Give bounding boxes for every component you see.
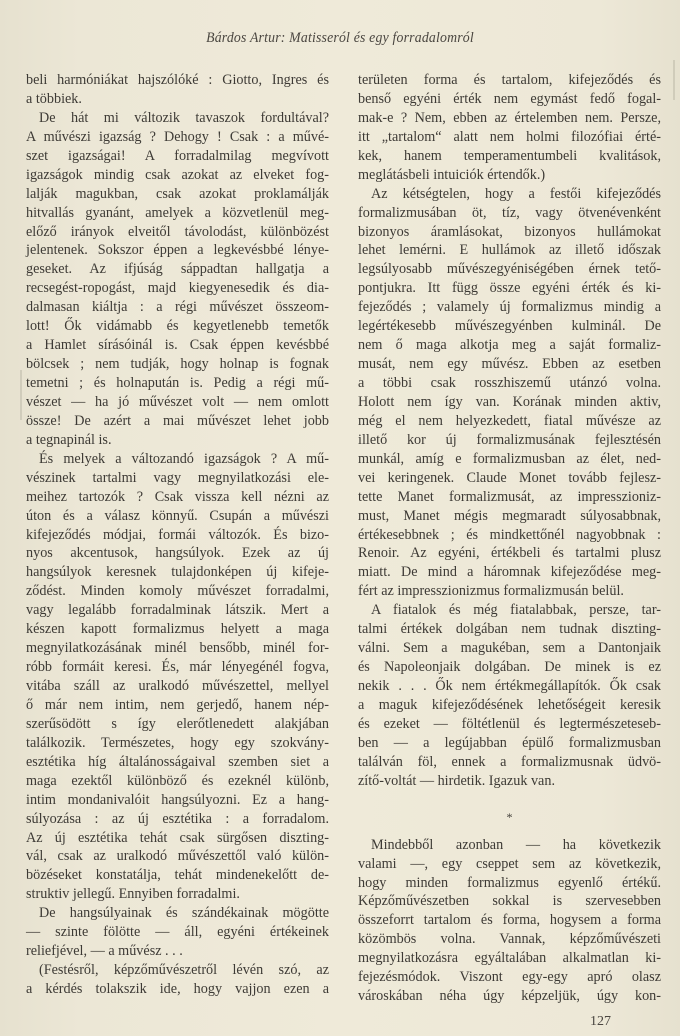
text-line: legsúlyosabb művészegyéniségében érnek tető-: [358, 261, 661, 278]
text-line: úton és a válasz könnyű. Csupán a művészi: [26, 507, 329, 524]
text-line: must, Manet mégis megmaradt súlyosabbnak,: [358, 507, 661, 524]
text-line: miatt. De mind a háromnak kifejeződése meg-: [358, 564, 661, 581]
text-line: benső egyéni érték nem egymást fedő fogal-: [358, 90, 661, 107]
text-line: temetni ; és holnapután is. Pedig a régi mű-: [26, 375, 329, 391]
text-line: városkában néha úgy képzeljük, úgy kon-: [358, 988, 661, 1005]
text-line: megnyilatkozásra egyáltalában alkalmatlan ki-: [358, 950, 661, 967]
text-line: vészinek tartalmi vagy megnyilatkozási ele-: [26, 469, 329, 486]
text-line: És melyek a változandó igazságok ? A mű-: [39, 450, 329, 467]
text-line: zítő-voltát — hirdetik. Igazuk van.: [358, 772, 555, 789]
text-line: nem ő maga alkotja meg a saját formaliz-: [358, 337, 661, 354]
text-line: De hangsúlyainak és szándékainak mögötte: [39, 905, 329, 922]
text-line: intim mondanivalóit hangsúlyozni. Ez a hang-: [26, 791, 329, 808]
text-line: megnyilatkozásának minél bensőbb, minél for-: [26, 640, 329, 657]
section-separator: *: [506, 809, 513, 824]
text-line: Az új esztétika tehát csak sürgősen diszting-: [26, 829, 329, 846]
text-line: Az kétségtelen, hogy a festői kifejeződés: [371, 185, 661, 202]
text-line: még el nem helyezkedett, fiatal művésze az: [358, 412, 661, 429]
text-line: értékesebbnek ; és mindkettőnél nagyobbnak :: [358, 526, 661, 543]
text-line: meihez tartozók ? Csak vissza kell nézni az: [26, 488, 329, 505]
text-line: — szinte fölötte — áll, egyéni értékeinek: [26, 924, 329, 941]
text-line: a Hamlet sírásóinál is. Csak éppen kevésbbé: [26, 337, 329, 354]
text-line: előző irányok elveitől távolodást, különbözést: [26, 223, 329, 240]
text-line: meglátásbeli intuiciók értendők.): [358, 166, 546, 183]
text-line: maga ezektől különböző és ezeknél különb,: [26, 772, 329, 789]
text-line: Holott nem így van. Korának minden aktiv,: [358, 393, 661, 410]
text-line: fért az impresszionizmus formalizmusán belül.: [358, 583, 624, 600]
text-line: ben — a legújabban épülő formalizmusban: [358, 734, 661, 751]
text-line: súlyozása : az új esztétika : a forradalom.: [26, 810, 329, 827]
text-line: a tegnapinál is.: [26, 431, 112, 448]
text-line: recsegést-ropogást, majd kiegyenesedik és dia-: [26, 280, 329, 297]
text-line: hitvallás gyanánt, amelyek a közvetlenül meg-: [26, 204, 329, 221]
text-line: ő már nem intim, nem gerjedő, hanem nép-: [26, 696, 329, 713]
text-line: kek, hanem temperamentumbeli kvalitások,: [358, 147, 661, 164]
text-line: és Napoleonjaik dolgában. De minek is ez: [358, 659, 661, 676]
text-line: lalják magukban, csak azokat proklamálják: [26, 185, 329, 202]
text-line: esztétika híg általánosságaival szemben siet a: [26, 753, 329, 770]
text-line: hangsúlyok keresnek tulajdonképen új kifeje-: [26, 564, 329, 581]
text-line: kifejeződés módjai, formái változók. És bizo-: [26, 526, 329, 543]
text-line: területen forma és tartalom, kifejeződés és: [358, 72, 661, 88]
text-line: készen kapott formalizmus helyett a maga: [26, 621, 329, 638]
text-line: szerűsödött s így elerőtlenedett alakjában: [26, 715, 329, 732]
text-line: szet igazságai! A forradalmilag megvívott: [26, 147, 329, 164]
text-line: dalmasan kiáltja : a régi művészet összeom-: [26, 299, 329, 316]
text-line: vészet — ha jó művészet volt — nem omlott: [26, 393, 329, 410]
text-line: vitába száll az uralkodó művészettel, mellyel: [26, 678, 329, 694]
text-line: De hát mi változik tavaszok fordultával?: [39, 109, 329, 126]
text-line: valami —, egy cseppet sem az következik,: [358, 855, 661, 872]
left-column: [26, 71, 329, 999]
text-line: struktiv jellegű. Ennyiben forradalmi.: [26, 886, 240, 903]
text-line: közömbös volna. Vannak, képzőművészeti: [358, 931, 661, 948]
text-line: bölcsek ; nem tudják, hogy holnap is fognak: [26, 356, 329, 373]
text-line: lehet lemérni. E hullámok az illető időszak: [358, 242, 661, 259]
text-line: össze! De azért a mai művészet lehet jobb: [26, 412, 329, 429]
text-line: bözéseket konstatálja, tehát mindenekelőtt de-: [26, 867, 329, 884]
page-crease-right: [673, 60, 675, 100]
text-line: igazságok mindig csak azokat az elveket fog-: [26, 166, 329, 183]
text-line: és ezeket — föltétlenül és legtermészeteseb-: [358, 715, 661, 732]
text-line: (Festésről, képzőművészetről lévén szó, az: [39, 962, 329, 979]
text-line: jelentenek. Sokszor éppen a legkevésbbé lénye-: [26, 242, 329, 259]
text-line: válni. Sem a magukéban, sem a Dantonjaik: [358, 640, 661, 657]
text-line: róbb formáit keresi. És, már lényegénél fogva,: [26, 659, 329, 676]
text-line: legértékesebb művészegyénben kulminál. De: [358, 318, 661, 335]
right-column: [358, 71, 661, 1006]
text-line: vei keringenek. Claude Monet tovább fejlesz-: [358, 469, 661, 486]
text-line: találkozik. Természetes, hogy egy szokvány-: [26, 734, 329, 751]
text-line: a többiek.: [26, 90, 82, 107]
text-line: Renoir. Az egyéni, értékbeli és tartalmi plusz: [358, 545, 661, 562]
text-line: Mindebből azonban — ha következik: [371, 836, 661, 853]
text-line: itt „tartalom“ alatt nem holmi filozófiai érté-: [358, 128, 661, 145]
text-line: vagy legalább forradalminak látszik. Mert a: [26, 602, 329, 619]
text-line: Képzőművészetben sokkal is szervesebben: [358, 893, 661, 910]
text-line: nyos akcentusok, hangsúlyok. Ezek az új: [26, 545, 329, 562]
text-line: vál, csak az uralkodó művészettől való külön-: [26, 848, 329, 865]
text-line: lott! Ők vidámabb és kegyetlenebb temetők: [26, 318, 329, 335]
text-line: geseket. Az ifjúság sáppadtan hallgatja a: [26, 261, 329, 278]
text-line: munkál, amíg e formalizmusban az élet, ned-: [358, 450, 661, 467]
text-line: bizonyos áramlásokat, bizonyos hullámokat: [358, 223, 661, 240]
text-line: musát, nem egy művész. Ebben az esetben: [358, 356, 661, 373]
text-line: nekik . . . Ők nem értékmegállapítók. Ők csak: [358, 678, 661, 694]
text-line: A fiatalok és még fiatalabbak, persze, tar-: [371, 602, 661, 619]
text-line: hogy minden formalizmus egyenlő értékű.: [358, 874, 661, 891]
text-line: talmi értékek dolgában nem tudnak diszting-: [358, 621, 661, 638]
text-line: a többi csak rosszhiszemű utánzó volna.: [358, 375, 661, 391]
page-number: 127: [590, 1014, 611, 1029]
text-line: a kérdés tolakszik ide, hogy vajjon ezen a: [26, 981, 329, 997]
text-line: ződést. Minden komoly művészet forradalmi,: [26, 583, 329, 600]
text-line: illető kor új formalizmusának fejlesztésén: [358, 431, 661, 448]
text-line: tette Manet formalizmusát, az impresszioniz-: [358, 488, 661, 505]
text-line: pontjukra. Itt függ össze egyéni érték és ki-: [358, 280, 661, 297]
text-line: a maguk kifejeződésének lehetőségeit keresik: [358, 696, 661, 713]
text-line: beli harmóniákat hajszólóké : Giotto, Ingres és: [26, 72, 329, 88]
text-line: A művészi igazság ? Dehogy ! Csak : a művé-: [26, 128, 329, 145]
running-head: Bárdos Artur: Matisseról és egy forradalomról: [206, 30, 474, 46]
text-line: fejeződés ; valamely új formalizmus mindig a: [358, 299, 661, 316]
text-line: találván föl, ennek a formalizmusnak üdvö-: [358, 753, 661, 770]
text-line: fejezésmódok. Viszont egy-egy apró olasz: [358, 969, 661, 986]
text-line: reliefjével, — a művész . . .: [26, 943, 183, 960]
text-line: mak-e ? Nem, ebben az értelemben nem. Persze,: [358, 109, 661, 126]
text-line: formalizmusában öt, tíz, vagy ötvenévenként: [358, 204, 661, 221]
text-line: összeforrt tartalom és forma, hogysem a forma: [358, 912, 661, 929]
page-crease-left: [20, 370, 22, 420]
